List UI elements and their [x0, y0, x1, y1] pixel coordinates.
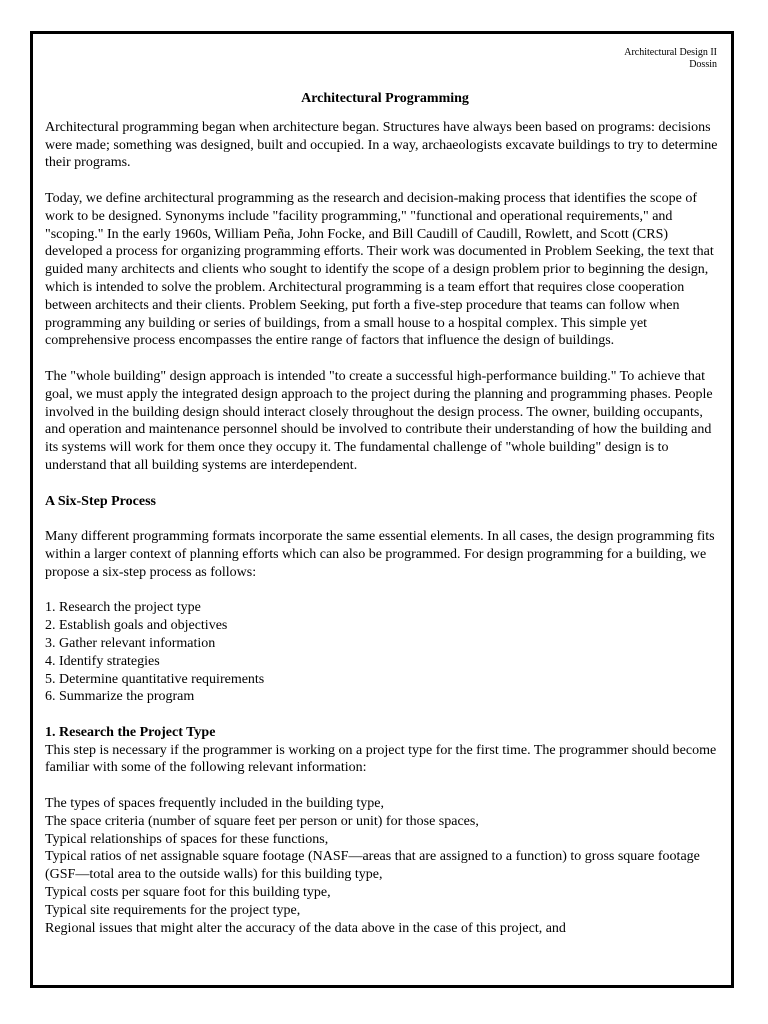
list-item: 5. Determine quantitative requirements — [45, 671, 265, 687]
page-header — [624, 47, 717, 70]
paragraph-research-intro: This step is necessary if the programmer is working on a project type for the first time. The programmer should become familiar with some of the following relevant information: — [45, 742, 717, 776]
header-author: Dossin — [689, 58, 717, 70]
list-item: The space criteria (number of square feet per person or unit) for those spaces, — [45, 813, 479, 829]
list-item: 4. Identify strategies — [45, 653, 160, 669]
step-list — [45, 599, 725, 706]
list-item: Typical ratios of net assignable square footage (NASF—areas that are assigned to a function) to gross square footage (GSF—total area to the outside walls) for this building type, — [45, 849, 700, 883]
list-item: 6. Summarize the program — [45, 689, 195, 705]
list-item: Typical relationships of spaces for these functions, — [45, 831, 329, 847]
document-page — [30, 31, 734, 988]
paragraph-definition: Today, we define architectural programming as the research and decision-making process that identifies the scope of work to be designed. Synonyms include "facility programming," "functional and operational requirements," and "scoping." In the early 1960s, William Peña, John Focke, and Bill Caudill of Caudill, Rowlett, and Scott (CRS) developed a process for organizing programming efforts. Their work was documented in Problem Seeking, the text that guided many architects and clients who sought to identify the scope of a design problem prior to beginning the design, which is intended to solve the problem. Architectural programming is a team effort that requires close cooperation between architects and their clients. Problem Seeking, put forth a five-step procedure that teams can follow when programming any building or series of buildings, from a small house to a hospital complex. This simple yet comprehensive process encompasses the entire range of factors that influence the design of buildings. — [45, 190, 714, 349]
header-course: Architectural Design II — [624, 47, 717, 58]
document-body — [45, 90, 725, 955]
list-item: 1. Research the project type — [45, 600, 201, 616]
paragraph-intro: Architectural programming began when architecture began. Structures have always been based on programs: decisions were made; something was designed, built and occupied. In a way, archaeologists excavate buildings to try to determine their programs. — [45, 119, 718, 171]
document-title: Architectural Programming — [301, 91, 469, 106]
list-item: Regional issues that might alter the accuracy of the data above in the case of this project, and — [45, 920, 566, 936]
section-heading-six-step: A Six-Step Process — [45, 493, 156, 509]
paragraph-whole-building: The "whole building" design approach is intended "to create a successful high-performance building." To achieve that goal, we must apply the integrated design approach to the project during the planning and programming phases. People involved in the building design should interact closely throughout the design process. The owner, building occupants, and operation and maintenance personnel should be involved to contribute their understanding of how the building and its systems will work for them once they occupy it. The fundamental challenge of "whole building" design is to understand that all building systems are interdependent. — [45, 368, 713, 473]
research-info-list — [45, 795, 725, 937]
section-heading-research: 1. Research the Project Type — [45, 724, 216, 740]
list-item: Typical site requirements for the project type, — [45, 902, 301, 918]
paragraph-six-step-intro: Many different programming formats incorporate the same essential elements. In all cases, the design programming fits within a larger context of planning efforts which can also be programmed. For design programming for a building, we propose a six-step process as follows: — [45, 529, 715, 580]
list-item: Typical costs per square foot for this building type, — [45, 885, 331, 901]
list-item: The types of spaces frequently included in the building type, — [45, 796, 385, 812]
list-item: 2. Establish goals and objectives — [45, 618, 228, 634]
list-item: 3. Gather relevant information — [45, 635, 216, 651]
